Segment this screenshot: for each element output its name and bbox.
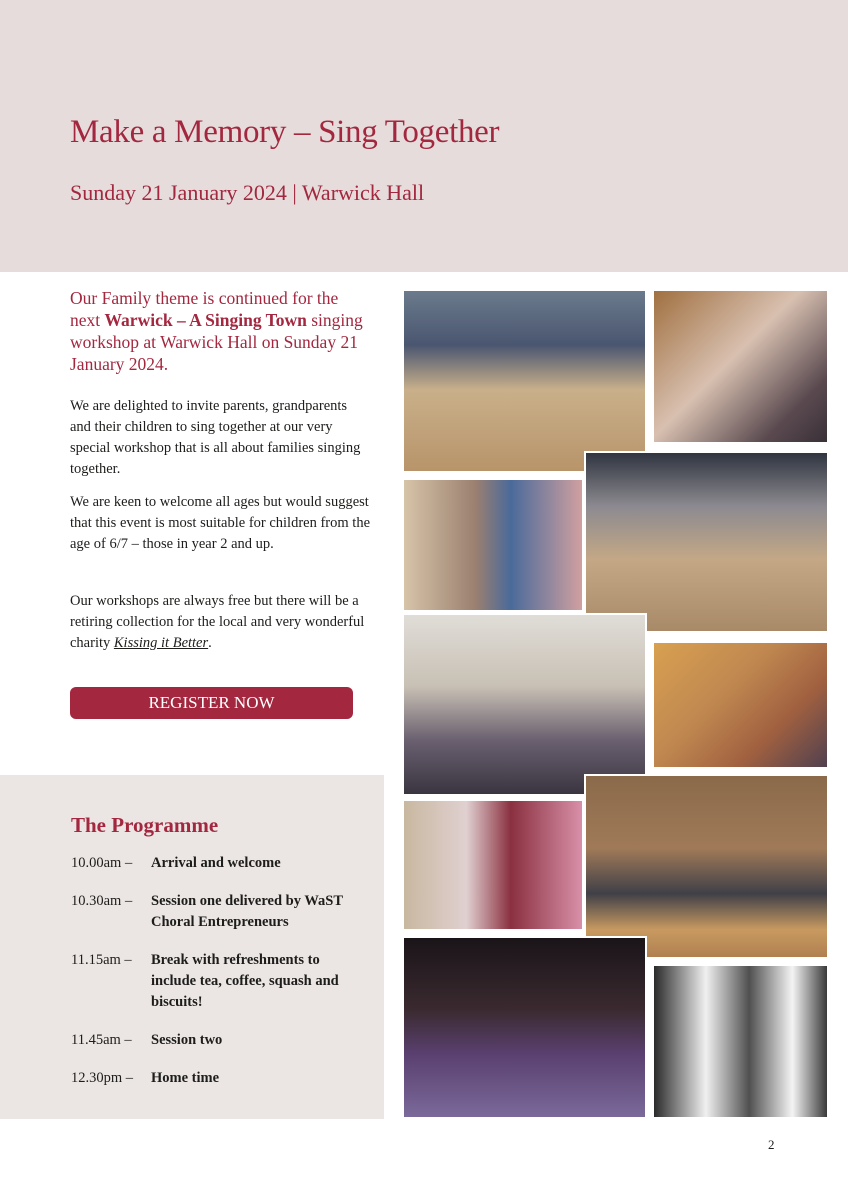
programme-time: 11.15am – bbox=[71, 952, 132, 968]
photo-stage-performance bbox=[584, 774, 829, 959]
paragraph-ages: We are keen to welcome all ages but would suggest that this event is most suitable for children from the age of 6/7 – those in year 2 and up. bbox=[70, 494, 371, 552]
programme-desc: Home time bbox=[151, 1070, 220, 1086]
programme-desc: Session two bbox=[151, 1032, 223, 1048]
page-number: 2 bbox=[768, 1137, 775, 1152]
programme-desc: Arrival and welcome bbox=[151, 855, 281, 871]
programme-title: The Programme bbox=[71, 813, 219, 837]
photo-choir-piano bbox=[402, 613, 647, 796]
charity-link[interactable]: Kissing it Better bbox=[113, 635, 209, 651]
programme-desc: Session one delivered by WaST Choral Entrepreneurs bbox=[151, 893, 343, 930]
programme-item bbox=[71, 1068, 351, 1089]
paragraph-invite: We are delighted to invite parents, grandparents and their children to sing together at our very special workshop that is all about families singing together. bbox=[70, 398, 361, 477]
photo-adults-singing bbox=[652, 641, 829, 769]
intro-pre: Our Family theme is continued for the next bbox=[70, 288, 339, 330]
photo-theatre-dancers bbox=[402, 936, 647, 1119]
programme-desc: Break with refreshments to include tea, coffee, squash and biscuits! bbox=[151, 952, 339, 1010]
photo-girls-teddy bbox=[402, 799, 584, 931]
programme-time: 10.30am – bbox=[71, 893, 133, 909]
paragraph-collection bbox=[70, 591, 370, 654]
intro-bold: Warwick – A Singing Town bbox=[104, 310, 307, 330]
register-now-button[interactable]: REGISTER NOW bbox=[70, 687, 353, 719]
page-title: Make a Memory – Sing Together bbox=[70, 114, 500, 150]
collection-end: . bbox=[208, 635, 212, 651]
photo-singers-arms-up bbox=[652, 289, 829, 444]
programme-time: 12.30pm – bbox=[71, 1070, 134, 1086]
photo-children-group bbox=[402, 478, 584, 612]
programme-time: 11.45am – bbox=[71, 1032, 132, 1048]
page-subtitle: Sunday 21 January 2024 | Warwick Hall bbox=[70, 180, 425, 205]
intro-text bbox=[70, 287, 370, 375]
photo-guitar-duo bbox=[652, 964, 829, 1119]
programme-item bbox=[71, 891, 351, 933]
hero-banner bbox=[0, 0, 848, 272]
photo-orchestra-rehearsal bbox=[584, 451, 829, 633]
intro-post: singing workshop at Warwick Hall on Sunday 21 January 2024. bbox=[70, 310, 363, 374]
collection-text: Our workshops are always free but there will be a retiring collection for the local and very wonderful charity bbox=[70, 593, 365, 651]
photo-hall-workshop bbox=[402, 289, 647, 473]
programme-time: 10.00am – bbox=[71, 855, 133, 871]
programme-item bbox=[71, 853, 351, 874]
programme-item bbox=[71, 1030, 351, 1051]
programme-item bbox=[71, 950, 351, 1013]
